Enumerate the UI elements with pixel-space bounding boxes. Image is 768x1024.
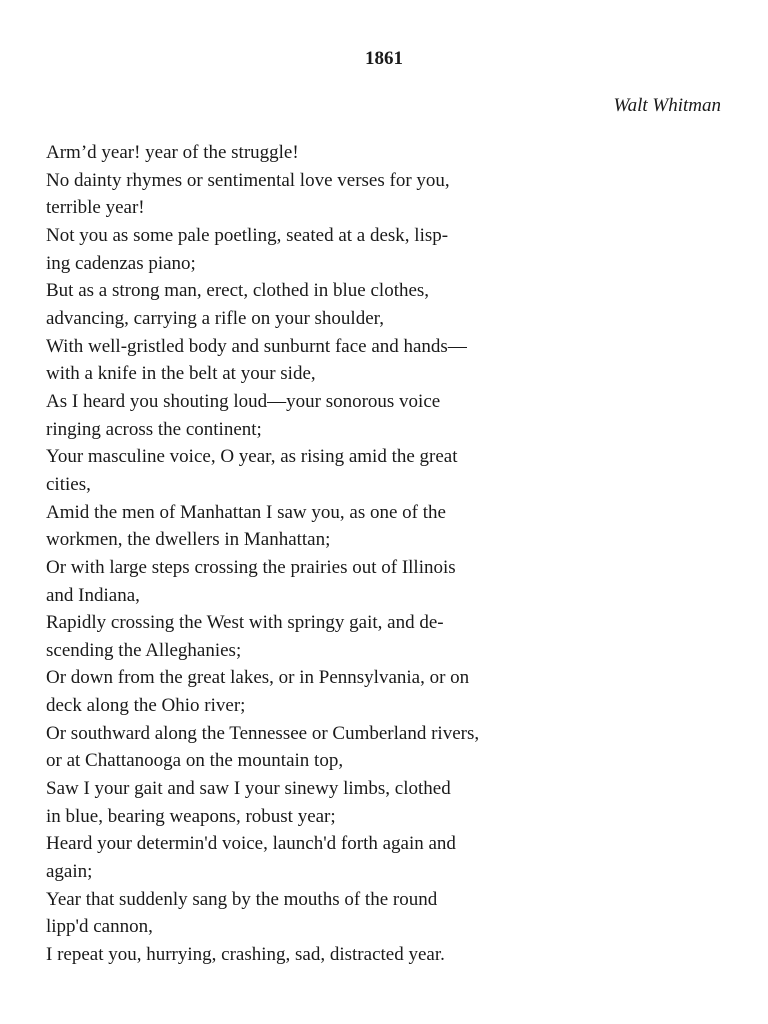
poem-line: ringing across the continent; [46,418,262,440]
poem-line: again; [46,861,93,883]
poem-line: scending the Alleghanies; [46,639,242,661]
poem-line: with a knife in the belt at your side, [46,363,316,385]
poem-line: or at Chattanooga on the mountain top, [46,750,344,772]
poem-line: With well-gristled body and sunburnt face and hands— [46,335,467,357]
poem-line: Or southward along the Tennessee or Cumberland rivers, [46,722,480,744]
poem-line: cities, [46,473,91,495]
poem-title: 1861 [365,48,403,69]
poem-line: Or down from the great lakes, or in Pennsylvania, or on [46,667,470,689]
poem-line: lipp'd cannon, [46,916,153,938]
poem-line: No dainty rhymes or sentimental love verses for you, [46,169,450,191]
poem-line: advancing, carrying a rifle on your shoulder, [46,307,384,329]
poem-line: Your masculine voice, O year, as rising amid the great [46,446,458,468]
poem-line: deck along the Ohio river; [46,695,246,717]
poem-line: I repeat you, hurrying, crashing, sad, distracted year. [46,944,445,966]
poem-line: But as a strong man, erect, clothed in blue clothes, [46,280,430,302]
poem-line: Or with large steps crossing the prairies out of Illinois [46,556,456,578]
poem-line: Year that suddenly sang by the mouths of the round [46,888,438,910]
poem-line: Amid the men of Manhattan I saw you, as one of the [46,501,446,523]
poem-line: Arm’d year! year of the struggle! [46,142,299,163]
poem-line: and Indiana, [46,584,140,606]
poem-author: Walt Whitman [613,95,721,116]
poem-line: terrible year! [46,197,145,219]
poem-line: ing cadenzas piano; [46,252,196,274]
poem-line: As I heard you shouting loud—your sonorous voice [46,390,441,412]
poem-line: Not you as some pale poetling, seated at a desk, lisp- [46,224,449,246]
poem-line: Heard your determin'd voice, launch'd forth again and [46,833,456,855]
poem-line: Saw I your gait and saw I your sinewy limbs, clothed [46,778,451,800]
poem-body [46,139,546,969]
poem-line: workmen, the dwellers in Manhattan; [46,529,331,551]
poem-line: in blue, bearing weapons, robust year; [46,805,336,827]
poem-line: Rapidly crossing the West with springy gait, and de- [46,612,444,634]
